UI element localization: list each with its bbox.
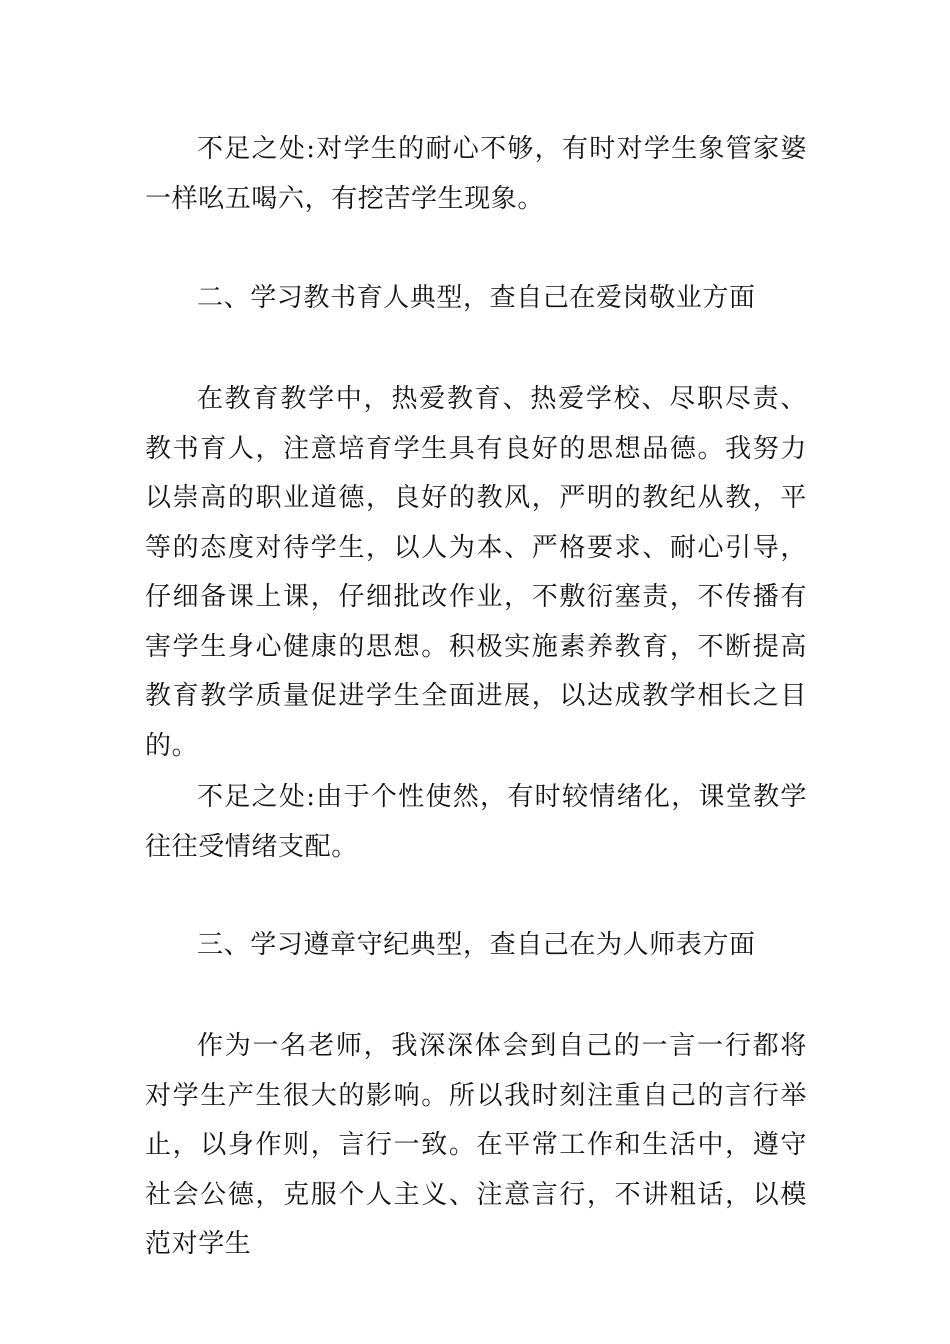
- section-heading-3: 三、学习遵章守纪典型，查自己在为人师表方面: [197, 930, 756, 960]
- section-heading-2: 二、学习教书育人典型，查自己在爱岗敬业方面: [197, 283, 756, 313]
- shortcoming-paragraph-2: 不足之处:由于个性使然，有时较情绪化，课堂教学往往受情绪支配。: [145, 782, 807, 862]
- shortcoming-paragraph-1: 不足之处:对学生的耐心不够，有时对学生象管家婆一样吆五喝六，有挖苦学生现象。: [145, 134, 807, 214]
- body-paragraph-role-model: 作为一名老师，我深深体会到自己的一言一行都将对学生产生很大的影响。所以我时刻注重自己的言行举止，以身作则，言行一致。在平常工作和生活中，遵守社会公德，克服个人主义、注意言行，不讲粗话，以模范对学生: [145, 1031, 807, 1259]
- body-paragraph-dedication: 在教育教学中，热爱教育、热爱学校、尽职尽责、教书育人，注意培育学生具有良好的思想品德。我努力以崇高的职业道德，良好的教风，严明的教纪从教，平等的态度对待学生，以人为本、严格要求、耐心引导，仔细备课上课，仔细批改作业，不敷衍塞责，不传播有害学生身心健康的思想。积极实施素养教育，不断提高教育教学质量促进学生全面进展，以达成教学相长之目的。: [145, 384, 807, 761]
